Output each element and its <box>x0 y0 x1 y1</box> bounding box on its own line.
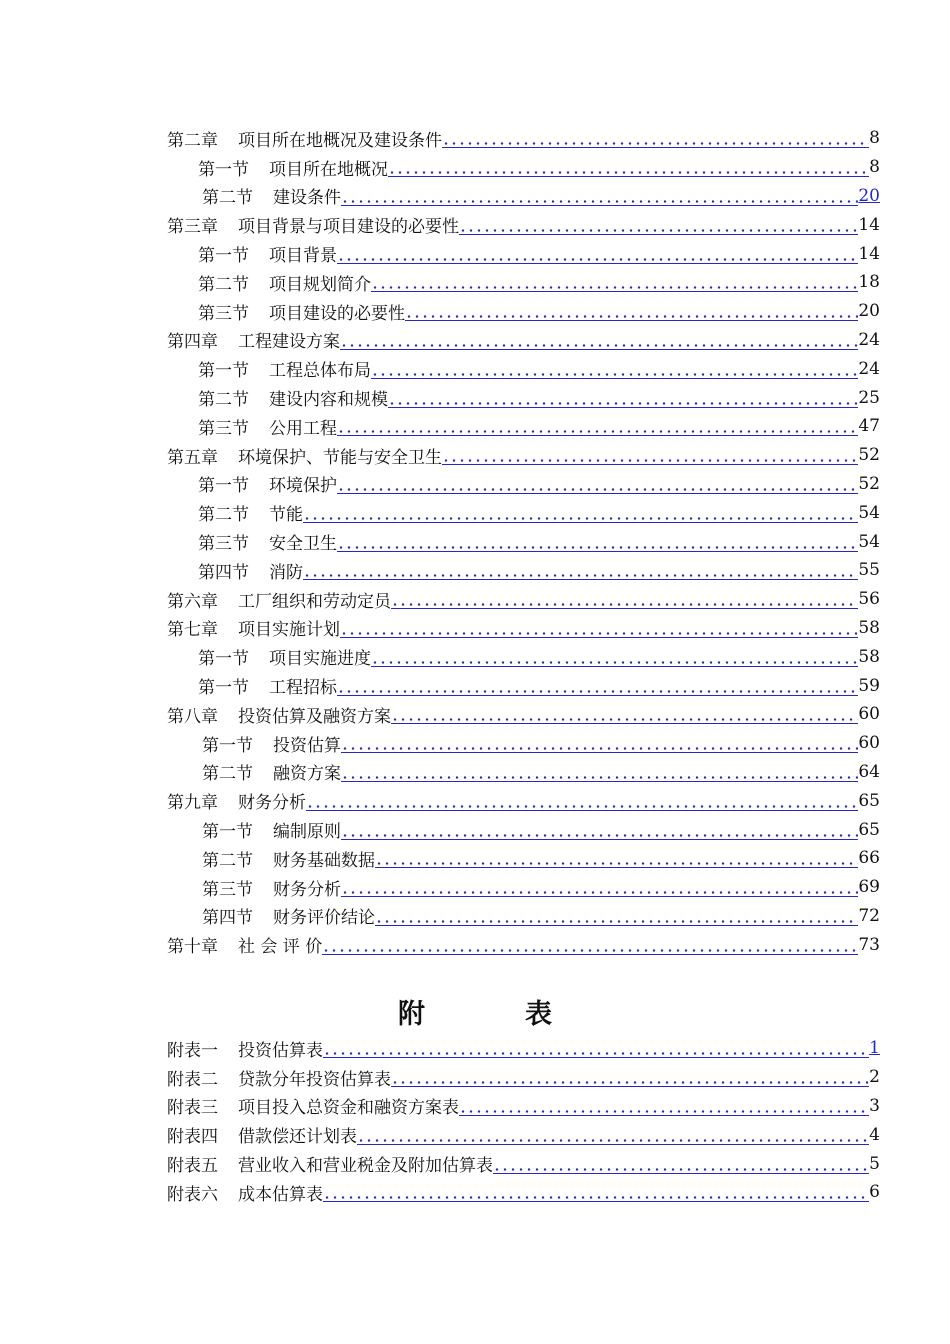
toc-entry-title: 项目投入总资金和融资方案表 <box>238 1098 459 1119</box>
toc-entry[interactable] <box>0 700 880 729</box>
toc-dot-leader <box>322 948 858 955</box>
toc-entry-title: 工程总体布局 <box>269 361 371 382</box>
toc-entry-title: 财务基础数据 <box>273 850 375 871</box>
toc-dot-leader <box>303 573 858 580</box>
toc-dot-leader <box>357 1138 869 1145</box>
toc-dot-leader <box>459 1109 869 1116</box>
toc-page-number: 58 <box>858 617 880 638</box>
toc-entry-title: 投资估算 <box>273 735 341 756</box>
toc-entry-number: 附表二 <box>167 1069 218 1090</box>
toc-entry[interactable] <box>0 844 880 873</box>
toc-entry[interactable] <box>0 556 880 585</box>
toc-page-number: 55 <box>858 560 880 581</box>
toc-dot-leader <box>341 890 858 897</box>
toc-entry[interactable] <box>0 383 880 412</box>
toc-page-number[interactable]: 1 <box>869 1038 880 1059</box>
toc-entry[interactable] <box>0 930 880 959</box>
toc-entry-title: 社 会 评 价 <box>238 937 323 958</box>
toc-entry[interactable] <box>0 354 880 383</box>
toc-entry-title: 成本估算表 <box>238 1184 323 1205</box>
toc-entry[interactable] <box>0 729 880 758</box>
toc-entry[interactable] <box>0 297 880 326</box>
toc-dot-leader <box>388 170 869 177</box>
toc-page-number: 72 <box>858 905 880 926</box>
toc-dot-leader <box>340 631 858 638</box>
toc-entry[interactable] <box>0 585 880 614</box>
toc-page-number: 64 <box>858 761 880 782</box>
toc-entry[interactable] <box>0 614 880 643</box>
toc-entry[interactable] <box>0 758 880 787</box>
toc-page-number: 14 <box>858 214 880 235</box>
toc-entry-title: 项目所在地概况及建设条件 <box>238 130 442 151</box>
toc-entry[interactable] <box>0 470 880 499</box>
toc-entry-number: 第七章 <box>167 620 218 641</box>
toc-entry-number: 第二节 <box>202 764 253 785</box>
toc-entry-number: 第二节 <box>202 188 253 209</box>
toc-page-number: 52 <box>858 445 880 466</box>
appendix-entry[interactable] <box>0 1092 880 1121</box>
toc-page-number: 25 <box>858 387 880 408</box>
toc-dot-leader <box>371 372 858 379</box>
toc-dot-leader <box>337 429 858 436</box>
toc-entry-number: 附表一 <box>167 1040 218 1061</box>
toc-dot-leader <box>323 1051 869 1058</box>
toc-entry-title: 财务分析 <box>273 879 341 900</box>
toc-page-number: 54 <box>858 502 880 523</box>
toc-entry-number: 第五章 <box>167 447 218 468</box>
toc-entry-title: 项目所在地概况 <box>269 159 388 180</box>
toc-entry[interactable] <box>0 412 880 441</box>
toc-entry[interactable] <box>0 815 880 844</box>
appendix-entry[interactable] <box>0 1063 880 1092</box>
toc-entry-number: 第一节 <box>198 361 249 382</box>
toc-page-number: 47 <box>858 416 880 437</box>
toc-dot-leader <box>306 804 858 811</box>
toc-entry-number: 第二节 <box>198 390 249 411</box>
toc-entry-number: 第三节 <box>202 879 253 900</box>
toc-entry-title: 借款偿还计划表 <box>238 1127 357 1148</box>
toc-page-number: 58 <box>858 646 880 667</box>
toc-entry-number: 第一节 <box>198 678 249 699</box>
table-of-contents <box>0 124 950 959</box>
toc-entry-number: 第一节 <box>202 735 253 756</box>
toc-dot-leader <box>341 746 858 753</box>
toc-dot-leader <box>375 861 858 868</box>
toc-entry-number: 附表三 <box>167 1098 218 1119</box>
appendix-entry[interactable] <box>0 1120 880 1149</box>
toc-entry-title: 贷款分年投资估算表 <box>238 1069 391 1090</box>
toc-page-number: 69 <box>858 877 880 898</box>
appendix-entry[interactable] <box>0 1034 880 1063</box>
toc-page-number: 8 <box>869 128 880 149</box>
toc-page-number: 24 <box>858 358 880 379</box>
toc-entry[interactable] <box>0 239 880 268</box>
toc-dot-leader <box>341 775 858 782</box>
toc-entry-title: 环境保护、节能与安全卫生 <box>238 447 442 468</box>
appendix-entry[interactable] <box>0 1149 880 1178</box>
toc-entry-title: 营业收入和营业税金及附加估算表 <box>238 1156 493 1177</box>
toc-page-number: 65 <box>858 790 880 811</box>
toc-entry-title: 项目背景 <box>269 246 337 267</box>
toc-entry[interactable] <box>0 441 880 470</box>
toc-page-number: 3 <box>869 1095 880 1116</box>
toc-entry-number: 第九章 <box>167 793 218 814</box>
toc-page-number: 4 <box>869 1124 880 1145</box>
toc-entry[interactable] <box>0 182 880 211</box>
toc-dot-leader <box>340 343 858 350</box>
toc-dot-leader <box>391 602 858 609</box>
toc-entry-number: 第三节 <box>198 418 249 439</box>
toc-entry-title: 项目建设的必要性 <box>269 303 405 324</box>
toc-entry-title: 节能 <box>269 505 303 526</box>
toc-entry-number: 第一节 <box>202 822 253 843</box>
toc-dot-leader <box>337 257 858 264</box>
toc-entry-number: 第三节 <box>198 534 249 555</box>
toc-entry-title: 工程招标 <box>269 678 337 699</box>
toc-page-number[interactable]: 20 <box>858 185 880 206</box>
toc-dot-leader <box>442 458 858 465</box>
toc-page-number: 56 <box>858 589 880 610</box>
toc-page-number: 60 <box>858 733 880 754</box>
toc-entry[interactable] <box>0 671 880 700</box>
toc-entry-title: 财务分析 <box>238 793 306 814</box>
toc-entry-number: 第二节 <box>202 850 253 871</box>
toc-entry[interactable] <box>0 210 880 239</box>
toc-entry-number: 第一节 <box>198 246 249 267</box>
toc-dot-leader <box>371 285 858 292</box>
toc-dot-leader <box>303 516 858 523</box>
appendix-list <box>0 1034 950 1207</box>
appendix-heading-right: 表 <box>525 999 552 1030</box>
toc-entry-title: 工程建设方案 <box>238 332 340 353</box>
toc-entry[interactable] <box>0 124 880 153</box>
toc-entry-title: 编制原则 <box>273 822 341 843</box>
toc-page-number: 24 <box>858 329 880 350</box>
toc-dot-leader <box>405 314 858 321</box>
toc-entry-title: 项目背景与项目建设的必要性 <box>238 217 459 238</box>
toc-entry-number: 第四章 <box>167 332 218 353</box>
toc-dot-leader <box>391 1080 869 1087</box>
toc-entry-title: 安全卫生 <box>269 534 337 555</box>
toc-entry-number: 第六章 <box>167 591 218 612</box>
toc-dot-leader <box>459 228 858 235</box>
toc-entry[interactable] <box>0 527 880 556</box>
toc-page-number: 2 <box>869 1067 880 1088</box>
toc-dot-leader <box>388 401 858 408</box>
toc-dot-leader <box>371 660 858 667</box>
toc-entry-number: 附表五 <box>167 1156 218 1177</box>
toc-entry-title: 工厂组织和劳动定员 <box>238 591 391 612</box>
toc-entry[interactable] <box>0 873 880 902</box>
toc-page-number: 54 <box>858 531 880 552</box>
toc-page-number: 5 <box>869 1153 880 1174</box>
toc-page-number: 66 <box>858 848 880 869</box>
toc-dot-leader <box>337 689 858 696</box>
toc-page-number: 14 <box>858 243 880 264</box>
toc-dot-leader <box>337 545 858 552</box>
toc-dot-leader <box>337 487 858 494</box>
toc-entry-number: 第三章 <box>167 217 218 238</box>
toc-entry-number: 附表六 <box>167 1184 218 1205</box>
appendix-heading-left: 附 <box>398 999 425 1030</box>
toc-entry-number: 第一节 <box>198 649 249 670</box>
toc-dot-leader <box>341 199 858 206</box>
toc-entry-title: 公用工程 <box>269 418 337 439</box>
toc-entry-title: 投资估算表 <box>238 1040 323 1061</box>
toc-entry-title: 融资方案 <box>273 764 341 785</box>
toc-entry[interactable] <box>0 153 880 182</box>
toc-page-number: 18 <box>858 272 880 293</box>
toc-entry-title: 项目规划简介 <box>269 274 371 295</box>
toc-entry-number: 第一节 <box>198 476 249 497</box>
toc-entry[interactable] <box>0 642 880 671</box>
appendix-heading <box>0 992 950 1031</box>
toc-entry-title: 财务评价结论 <box>273 908 375 929</box>
toc-dot-leader <box>442 141 869 148</box>
toc-dot-leader <box>323 1195 869 1202</box>
toc-entry-number: 第一节 <box>198 159 249 180</box>
toc-entry-number: 第八章 <box>167 706 218 727</box>
toc-entry-title: 环境保护 <box>269 476 337 497</box>
toc-dot-leader <box>493 1167 869 1174</box>
toc-page-number: 59 <box>858 675 880 696</box>
toc-entry-number: 第二章 <box>167 130 218 151</box>
toc-page-number: 52 <box>858 473 880 494</box>
toc-entry[interactable] <box>0 268 880 297</box>
toc-page-number: 60 <box>858 704 880 725</box>
toc-entry-number: 第四节 <box>202 908 253 929</box>
toc-page-number: 8 <box>869 157 880 178</box>
toc-entry[interactable] <box>0 902 880 931</box>
toc-dot-leader <box>341 833 858 840</box>
toc-entry-title: 项目实施计划 <box>238 620 340 641</box>
toc-page-number: 6 <box>869 1182 880 1203</box>
toc-page-number: 20 <box>858 301 880 322</box>
appendix-entry[interactable] <box>0 1178 880 1207</box>
toc-entry-title: 建设内容和规模 <box>269 390 388 411</box>
toc-dot-leader <box>375 919 858 926</box>
toc-entry-title: 消防 <box>269 562 303 583</box>
toc-entry-number: 第十章 <box>167 937 218 958</box>
toc-entry-number: 第三节 <box>198 303 249 324</box>
toc-page-number: 65 <box>858 819 880 840</box>
toc-entry[interactable] <box>0 498 880 527</box>
toc-dot-leader <box>391 717 858 724</box>
toc-entry-title: 建设条件 <box>273 188 341 209</box>
toc-entry-title: 项目实施进度 <box>269 649 371 670</box>
toc-entry-number: 第二节 <box>198 505 249 526</box>
toc-entry[interactable] <box>0 326 880 355</box>
toc-entry-number: 第二节 <box>198 274 249 295</box>
toc-entry[interactable] <box>0 786 880 815</box>
toc-entry-number: 第四节 <box>198 562 249 583</box>
toc-entry-title: 投资估算及融资方案 <box>238 706 391 727</box>
toc-entry-number: 附表四 <box>167 1127 218 1148</box>
toc-page-number: 73 <box>858 934 880 955</box>
